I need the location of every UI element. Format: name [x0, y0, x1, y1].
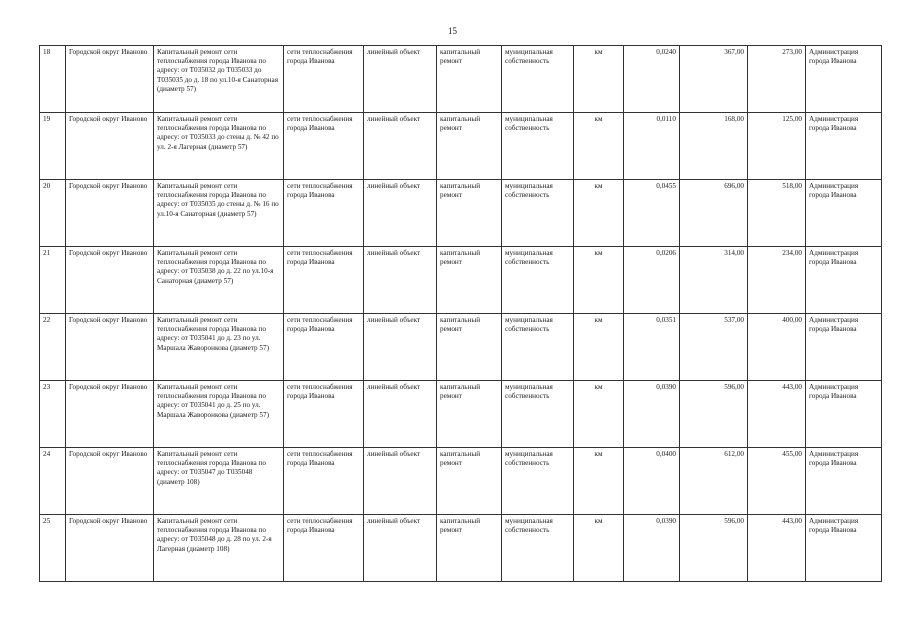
object-type-cell: линейный объект	[364, 247, 437, 314]
cost-cell: 367,00	[680, 46, 748, 113]
object-name-cell: сети теплоснабжения города Иванова	[284, 113, 364, 180]
ownership-cell: муниципальная собственность	[502, 180, 574, 247]
object-name-cell: сети теплоснабжения города Иванова	[284, 448, 364, 515]
table-row	[40, 247, 882, 314]
unit-cell: км	[574, 46, 624, 113]
description-cell: Капитальный ремонт сети теплоснабжения города Иванова по адресу: от Т035048 до д. 28 по ул. 2-я Лагерная (диаметр 108)	[154, 515, 284, 582]
table-row	[40, 314, 882, 381]
cost-secondary-cell: 125,00	[748, 113, 806, 180]
object-type-cell: линейный объект	[364, 448, 437, 515]
cost-cell: 168,00	[680, 113, 748, 180]
responsible-cell: Администрация города Иванова	[806, 180, 882, 247]
length-cell: 0,0390	[624, 515, 680, 582]
length-cell: 0,0455	[624, 180, 680, 247]
unit-cell: км	[574, 113, 624, 180]
cost-cell: 596,00	[680, 515, 748, 582]
ownership-cell: муниципальная собственность	[502, 46, 574, 113]
description-cell: Капитальный ремонт сети теплоснабжения города Иванова по адресу: от Т035041 до д. 25 по ул. Маршала Жаворонкова (диаметр 57)	[154, 381, 284, 448]
table-row	[40, 46, 882, 113]
table-body	[40, 46, 882, 582]
cost-secondary-cell: 273,00	[748, 46, 806, 113]
description-cell: Капитальный ремонт сети теплоснабжения города Иванова по адресу: от Т035038 до д. 22 по ул.10-я Санаторная (диаметр 57)	[154, 247, 284, 314]
municipality-cell: Городской округ Иваново	[66, 180, 154, 247]
cost-cell: 537,00	[680, 314, 748, 381]
work-type-cell: капитальный ремонт	[437, 448, 502, 515]
table-row	[40, 381, 882, 448]
table-row	[40, 180, 882, 247]
ownership-cell: муниципальная собственность	[502, 381, 574, 448]
row-number: 25	[40, 515, 66, 582]
ownership-cell: муниципальная собственность	[502, 515, 574, 582]
cost-secondary-cell: 443,00	[748, 515, 806, 582]
length-cell: 0,0390	[624, 381, 680, 448]
row-number: 22	[40, 314, 66, 381]
cost-secondary-cell: 234,00	[748, 247, 806, 314]
table-row	[40, 515, 882, 582]
page-number: 15	[448, 26, 457, 36]
table-row	[40, 448, 882, 515]
description-cell: Капитальный ремонт сети теплоснабжения города Иванова по адресу: от Т035047 до Т035048 (диаметр 108)	[154, 448, 284, 515]
unit-cell: км	[574, 515, 624, 582]
row-number: 19	[40, 113, 66, 180]
cost-secondary-cell: 455,00	[748, 448, 806, 515]
responsible-cell: Администрация города Иванова	[806, 381, 882, 448]
object-name-cell: сети теплоснабжения города Иванова	[284, 46, 364, 113]
responsible-cell: Администрация города Иванова	[806, 46, 882, 113]
object-type-cell: линейный объект	[364, 515, 437, 582]
row-number: 24	[40, 448, 66, 515]
municipality-cell: Городской округ Иваново	[66, 314, 154, 381]
ownership-cell: муниципальная собственность	[502, 314, 574, 381]
description-cell: Капитальный ремонт сети теплоснабжения города Иванова по адресу: от Т035032 до Т035033 до Т035035 до д. 18 по ул.10-я Санаторная (диаметр 57)	[154, 46, 284, 113]
length-cell: 0,0206	[624, 247, 680, 314]
description-cell: Капитальный ремонт сети теплоснабжения города Иванова по адресу: от Т035033 до стены д. № 42 по ул. 2-я Лагерная (диаметр 57)	[154, 113, 284, 180]
municipality-cell: Городской округ Иваново	[66, 448, 154, 515]
responsible-cell: Администрация города Иванова	[806, 314, 882, 381]
cost-cell: 696,00	[680, 180, 748, 247]
cost-cell: 596,00	[680, 381, 748, 448]
municipality-cell: Городской округ Иваново	[66, 247, 154, 314]
object-type-cell: линейный объект	[364, 381, 437, 448]
responsible-cell: Администрация города Иванова	[806, 247, 882, 314]
ownership-cell: муниципальная собственность	[502, 448, 574, 515]
responsible-cell: Администрация города Иванова	[806, 113, 882, 180]
object-name-cell: сети теплоснабжения города Иванова	[284, 247, 364, 314]
unit-cell: км	[574, 448, 624, 515]
length-cell: 0,0240	[624, 46, 680, 113]
description-cell: Капитальный ремонт сети теплоснабжения города Иванова по адресу: от Т035041 до д. 23 по ул. Маршала Жаворонкова (диаметр 57)	[154, 314, 284, 381]
object-type-cell: линейный объект	[364, 46, 437, 113]
table-row	[40, 113, 882, 180]
ownership-cell: муниципальная собственность	[502, 247, 574, 314]
unit-cell: км	[574, 247, 624, 314]
object-name-cell: сети теплоснабжения города Иванова	[284, 180, 364, 247]
municipality-cell: Городской округ Иваново	[66, 46, 154, 113]
cost-secondary-cell: 518,00	[748, 180, 806, 247]
object-type-cell: линейный объект	[364, 314, 437, 381]
length-cell: 0,0351	[624, 314, 680, 381]
responsible-cell: Администрация города Иванова	[806, 515, 882, 582]
object-type-cell: линейный объект	[364, 113, 437, 180]
registry-table	[39, 45, 882, 582]
work-type-cell: капитальный ремонт	[437, 247, 502, 314]
work-type-cell: капитальный ремонт	[437, 180, 502, 247]
work-type-cell: капитальный ремонт	[437, 381, 502, 448]
cost-cell: 314,00	[680, 247, 748, 314]
object-type-cell: линейный объект	[364, 180, 437, 247]
work-type-cell: капитальный ремонт	[437, 314, 502, 381]
object-name-cell: сети теплоснабжения города Иванова	[284, 515, 364, 582]
cost-cell: 612,00	[680, 448, 748, 515]
length-cell: 0,0110	[624, 113, 680, 180]
cost-secondary-cell: 400,00	[748, 314, 806, 381]
unit-cell: км	[574, 180, 624, 247]
row-number: 23	[40, 381, 66, 448]
row-number: 21	[40, 247, 66, 314]
length-cell: 0,0400	[624, 448, 680, 515]
unit-cell: км	[574, 314, 624, 381]
municipality-cell: Городской округ Иваново	[66, 381, 154, 448]
unit-cell: км	[574, 381, 624, 448]
ownership-cell: муниципальная собственность	[502, 113, 574, 180]
municipality-cell: Городской округ Иваново	[66, 515, 154, 582]
row-number: 18	[40, 46, 66, 113]
work-type-cell: капитальный ремонт	[437, 515, 502, 582]
description-cell: Капитальный ремонт сети теплоснабжения города Иванова по адресу: от Т035035 до стены д. № 16 по ул.10-я Санаторная (диаметр 57)	[154, 180, 284, 247]
object-name-cell: сети теплоснабжения города Иванова	[284, 314, 364, 381]
municipality-cell: Городской округ Иваново	[66, 113, 154, 180]
row-number: 20	[40, 180, 66, 247]
work-type-cell: капитальный ремонт	[437, 113, 502, 180]
object-name-cell: сети теплоснабжения города Иванова	[284, 381, 364, 448]
cost-secondary-cell: 443,00	[748, 381, 806, 448]
responsible-cell: Администрация города Иванова	[806, 448, 882, 515]
work-type-cell: капитальный ремонт	[437, 46, 502, 113]
